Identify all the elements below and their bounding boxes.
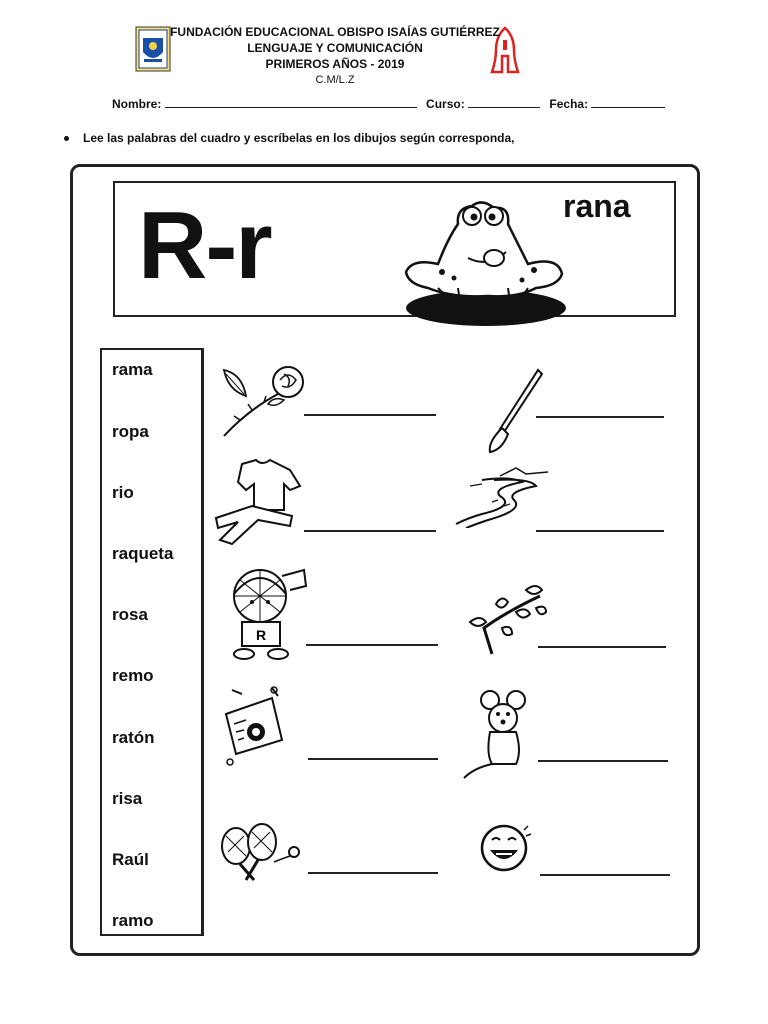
course-field[interactable] xyxy=(468,97,540,108)
oar-icon xyxy=(484,366,546,456)
course-label: Curso: xyxy=(426,97,465,111)
word-item: rio xyxy=(112,483,134,502)
answer-line[interactable] xyxy=(308,758,438,760)
bullet-icon xyxy=(64,136,69,141)
answer-line[interactable] xyxy=(308,872,438,874)
word-item: rama xyxy=(112,360,153,379)
frog-icon xyxy=(398,188,568,328)
letter-title: R-r xyxy=(138,192,271,299)
rackets-icon xyxy=(214,822,306,884)
rose-icon xyxy=(218,360,310,438)
answer-line[interactable] xyxy=(536,416,664,418)
mouse-icon xyxy=(460,688,532,780)
date-label: Fecha: xyxy=(549,97,589,111)
svg-text:R: R xyxy=(255,627,267,643)
word-item: remo xyxy=(112,666,154,685)
answer-line[interactable] xyxy=(306,644,438,646)
word-item: ropa xyxy=(112,422,149,441)
answer-line[interactable] xyxy=(304,414,436,416)
banner-word: rana xyxy=(563,188,631,224)
instruction xyxy=(64,131,514,145)
boy-icon xyxy=(220,566,310,660)
word-item: rosa xyxy=(112,605,148,624)
name-label: Nombre: xyxy=(112,97,162,111)
word-item: Raúl xyxy=(112,850,149,869)
grade-title: PRIMEROS AÑOS - 2019 xyxy=(265,57,405,71)
clothes-icon xyxy=(212,456,306,548)
subject-title: LENGUAJE Y COMUNICACIÓN xyxy=(247,41,423,55)
answer-line[interactable] xyxy=(540,874,670,876)
answer-line[interactable] xyxy=(304,530,436,532)
instruction-text: Lee las palabras del cuadro y escríbelas en los dibujos según corresponda, xyxy=(83,131,515,145)
word-item: raqueta xyxy=(112,544,174,563)
word-item: ramo xyxy=(112,911,154,930)
river-icon xyxy=(452,466,552,528)
name-field[interactable] xyxy=(165,97,417,108)
answer-line[interactable] xyxy=(536,530,664,532)
school-name: FUNDACIÓN EDUCACIONAL OBISPO ISAÍAS GUTIÉRREZ xyxy=(170,25,500,39)
answer-line[interactable] xyxy=(538,760,668,762)
word-item: ratón xyxy=(112,728,155,747)
branch-icon xyxy=(466,582,548,656)
laughing-face-icon xyxy=(476,820,532,874)
student-info-row xyxy=(112,97,672,111)
answer-line[interactable] xyxy=(538,646,666,648)
teacher-initials: C.M/L.Z xyxy=(315,74,355,86)
word-item: risa xyxy=(112,789,143,808)
radio-icon xyxy=(222,684,286,770)
date-field[interactable] xyxy=(591,97,665,108)
